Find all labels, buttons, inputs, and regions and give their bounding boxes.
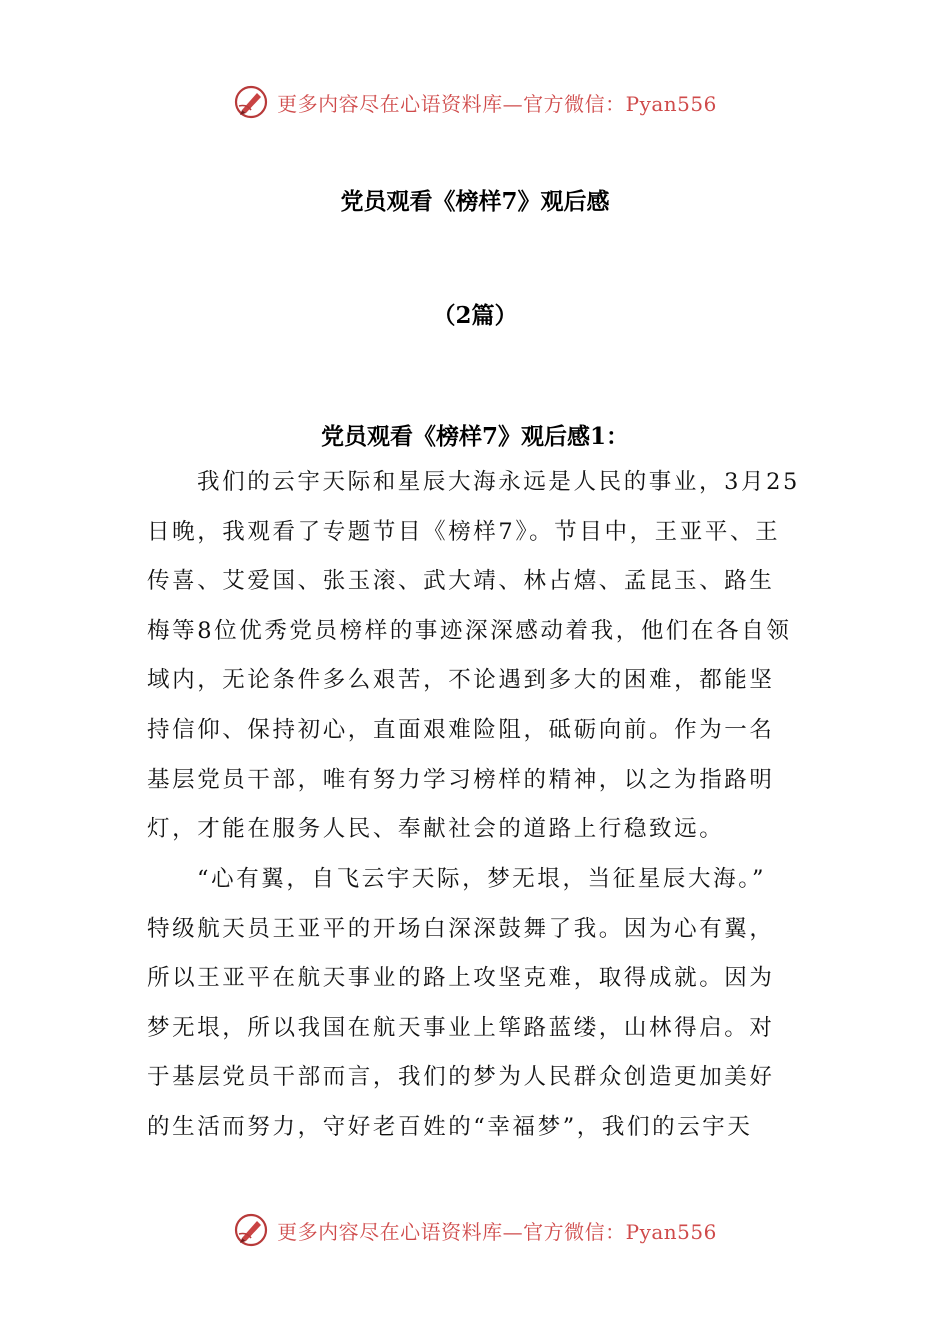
section-title: 党员观看《榜样7》观后感1： <box>320 423 629 450</box>
paragraph-1 <box>147 458 809 855</box>
paragraph-line: 传喜、艾爱国、张玉滚、武大靖、林占熺、孟昆玉、路生 <box>147 568 775 595</box>
watermark-footer <box>0 1210 950 1250</box>
paragraph-line: 的生活而努力，守好老百姓的“幸福梦”，我们的云宇天 <box>147 1113 753 1140</box>
paragraph-line: 于基层党员干部而言，我们的梦为人民群众创造更加美好 <box>147 1064 775 1091</box>
paragraph-line: 我们的云宇天际和星辰大海永远是人民的事业，3月25 <box>197 469 800 495</box>
paragraph-line: 梦无垠，所以我国在航天事业上筚路蓝缕，山林得启。对 <box>147 1014 775 1041</box>
pen-logo-icon <box>233 84 269 120</box>
paragraph-line: 灯，才能在服务人民、奉献社会的道路上行稳致远。 <box>147 816 725 843</box>
watermark-text: 更多内容尽在心语资料库—官方微信：Pyan556 <box>277 91 717 116</box>
pen-logo-icon <box>233 1212 269 1248</box>
paragraph-line: 域内，无论条件多么艰苦，不论遇到多大的困难，都能坚 <box>147 667 775 694</box>
document-count: （2篇） <box>432 302 518 329</box>
paragraph-line: 持信仰、保持初心，直面艰难险阻，砥砺向前。作为一名 <box>147 716 775 743</box>
document-title: 党员观看《榜样7》观后感 <box>340 188 610 215</box>
paragraph-line: 基层党员干部，唯有努力学习榜样的精神，以之为指路明 <box>147 766 775 793</box>
paragraph-line: 梅等8位优秀党员榜样的事迹深深感动着我，他们在各自领 <box>147 617 792 644</box>
paragraph-line: “心有翼，自飞云宇天际，梦无垠，当征星辰大海。” <box>197 866 767 892</box>
paragraph-line: 特级航天员王亚平的开场白深深鼓舞了我。因为心有翼， <box>147 915 775 942</box>
watermark-text: 更多内容尽在心语资料库—官方微信：Pyan556 <box>277 1219 717 1244</box>
paragraph-line: 所以王亚平在航天事业的路上攻坚克难，取得成就。因为 <box>147 965 775 992</box>
watermark-header <box>0 82 950 122</box>
paragraph-line: 日晚，我观看了专题节目《榜样7》。节目中，王亚平、王 <box>147 518 781 545</box>
paragraph-2 <box>147 855 809 1153</box>
